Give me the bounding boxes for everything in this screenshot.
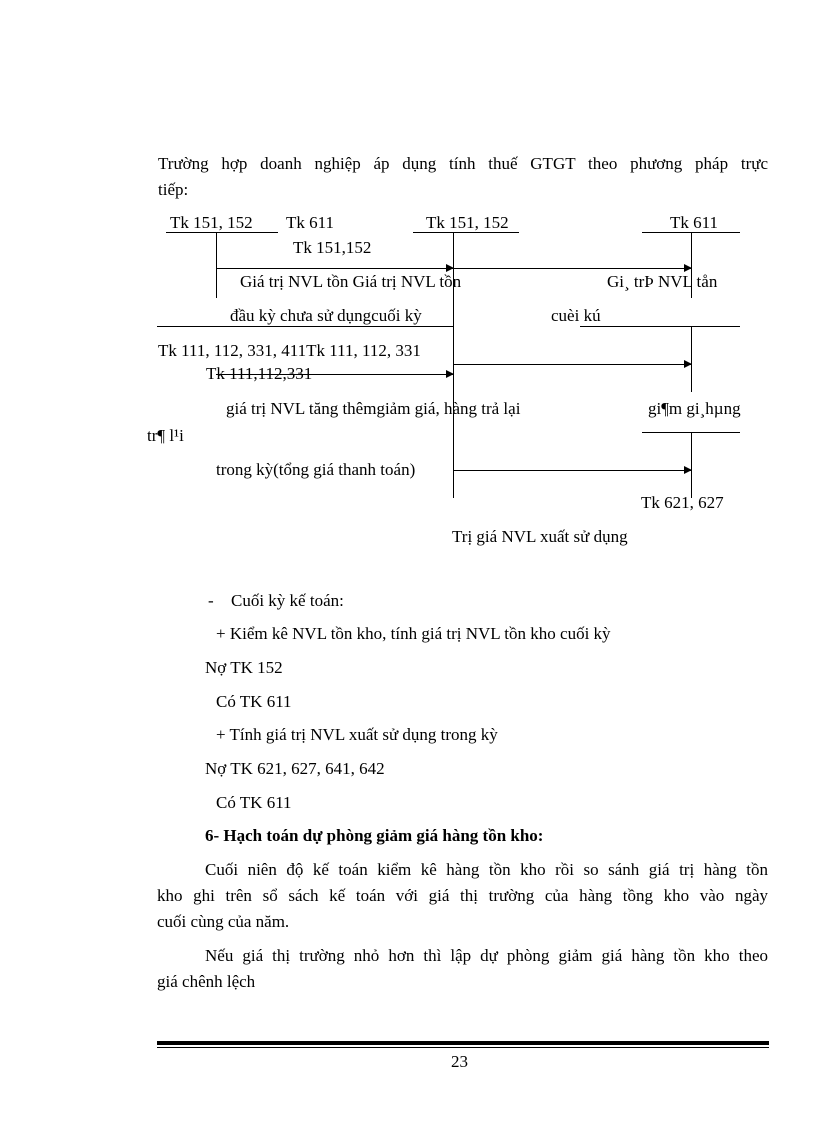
arrow-ton-dau-ky: [216, 268, 453, 269]
no-tk152-line: Nợ TK 152: [205, 658, 283, 677]
row4-left: Tk 111,112,331: [206, 364, 313, 383]
intro-line-2: tiếp:: [158, 180, 189, 199]
row7-left: trong kỳ(tổng giá thanh toán): [216, 460, 416, 479]
arrow-giam-gia: [453, 364, 691, 365]
label-xuat-su-dung: Trị giá NVL xuất sử dụng: [452, 527, 628, 546]
co-tk611-line-b: Có TK 611: [216, 793, 292, 812]
label-tk151-mid: Tk 151, 152: [426, 213, 509, 232]
label-tk611-right: Tk 611: [670, 213, 719, 232]
label-tk151-left: Tk 151, 152: [170, 213, 253, 232]
section-heading: 6- Hạch toán dự phòng giảm giá hàng tồn kho:: [205, 826, 544, 845]
row2-right: cuèi kú: [551, 306, 601, 325]
footer-rule-thick: [157, 1041, 769, 1045]
tk111-left-bar: [157, 326, 453, 327]
row1-left: Giá trị NVL tồn Giá trị NVL tồn: [240, 272, 462, 291]
tinh-gia-line: + Tính giá trị NVL xuất sử dụng trong kỳ: [216, 725, 498, 744]
footer-rule-thin: [157, 1047, 769, 1048]
row5-right: gi¶m gi¸hµng: [648, 399, 741, 418]
para1-line-1: Cuối niên độ kế toán kiểm kê hàng tồn kho rồi so sánh giá trị hàng tồn: [205, 860, 768, 879]
kiem-ke-line: + Kiểm kê NVL tồn kho, tính giá trị NVL tồn kho cuối kỳ: [216, 624, 611, 643]
cuoi-ky-label: Cuối kỳ kế toán:: [231, 591, 344, 610]
tk151-mid-bar: [413, 232, 519, 233]
label-tk151-152-sub: Tk 151,152: [293, 238, 372, 257]
page-number: 23: [451, 1052, 468, 1071]
row3-left: Tk 111, 112, 331, 411Tk 111, 112, 331: [158, 341, 421, 360]
no-tk621-line: Nợ TK 621, 627, 641, 642: [205, 759, 385, 778]
tk151-left-bar: [166, 232, 278, 233]
para2-line-2: giá chênh lệch: [157, 972, 256, 991]
arrow-ton-cuoi-ky: [453, 268, 691, 269]
intro-line-1: Trường hợp doanh nghiệp áp dụng tính thuế GTGT theo phương pháp trực: [158, 154, 768, 173]
label-tk611-left: Tk 611: [286, 213, 335, 232]
dash-bullet: -: [208, 591, 214, 610]
label-tk621: Tk 621, 627: [641, 493, 724, 512]
co-tk611-line-a: Có TK 611: [216, 692, 292, 711]
row1-right: Gi¸ trÞ NVL tån: [607, 272, 718, 291]
tk611-cuoi-bar: [580, 326, 740, 327]
tk611-right-vline-mid: [691, 326, 692, 392]
para2-line-1: Nếu giá thị trường nhỏ hơn thì lập dự phòng giảm giá hàng tồn kho theo: [205, 946, 768, 965]
row6-left: tr¶ l¹i: [147, 426, 184, 445]
tk621-bar: [642, 432, 740, 433]
row2-left: đầu kỳ chưa sử dụngcuối kỳ: [230, 306, 422, 325]
para1-line-3: cuối cùng của năm.: [157, 912, 290, 931]
tk621-vline: [691, 432, 692, 498]
tk151-left-vline: [216, 232, 217, 298]
para1-line-2: kho ghi trên sổ sách kế toán với giá thị trường của hàng tồng kho vào ngày: [157, 886, 768, 905]
arrow-xuat-su-dung: [453, 470, 691, 471]
row5-left: giá trị NVL tăng thêmgiảm giá, hàng trả lại: [226, 399, 521, 418]
